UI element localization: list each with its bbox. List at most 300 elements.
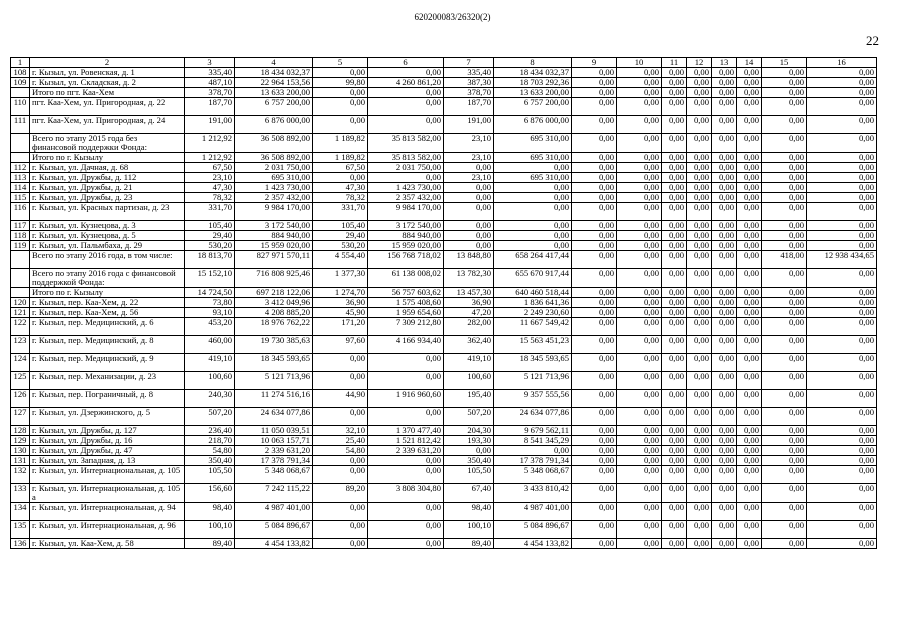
value-cell: 0,00 bbox=[662, 539, 687, 549]
amount-cell: 3 412 049,96 bbox=[235, 298, 313, 308]
amount-cell: 0,00 bbox=[494, 163, 572, 173]
value-cell: 0,00 bbox=[617, 241, 662, 251]
value-cell: 0,00 bbox=[712, 203, 737, 221]
value-cell: 0,00 bbox=[807, 484, 877, 503]
value-cell: 0,00 bbox=[762, 466, 807, 484]
value-cell: 0,00 bbox=[687, 308, 712, 318]
value-cell: 0,00 bbox=[687, 241, 712, 251]
value-cell: 0,00 bbox=[444, 446, 494, 456]
amount-cell: 8 541 345,29 bbox=[494, 436, 572, 446]
value-cell: 0,00 bbox=[712, 163, 737, 173]
value-cell: 67,50 bbox=[313, 163, 368, 173]
value-cell: 350,40 bbox=[444, 456, 494, 466]
amount-cell: 4 987 401,00 bbox=[235, 503, 313, 521]
row-number-cell: 110 bbox=[11, 98, 30, 116]
value-cell: 0,00 bbox=[712, 193, 737, 203]
value-cell: 0,00 bbox=[712, 173, 737, 183]
value-cell: 0,00 bbox=[617, 336, 662, 354]
value-cell: 0,00 bbox=[737, 456, 762, 466]
amount-cell: 695 310,00 bbox=[494, 153, 572, 163]
amount-cell: 9 984 170,00 bbox=[235, 203, 313, 221]
row-number-cell: 120 bbox=[11, 298, 30, 308]
value-cell: 0,00 bbox=[572, 372, 617, 390]
value-cell: 0,00 bbox=[662, 521, 687, 539]
row-number-cell bbox=[11, 134, 30, 153]
value-cell: 0,00 bbox=[617, 408, 662, 426]
value-cell: 0,00 bbox=[712, 446, 737, 456]
address-cell: г. Кызыл, ул. Дружбы, д. 16 bbox=[30, 436, 185, 446]
amount-cell: 2 339 631,20 bbox=[235, 446, 313, 456]
value-cell: 0,00 bbox=[712, 221, 737, 231]
value-cell: 0,00 bbox=[662, 193, 687, 203]
table-row bbox=[11, 539, 877, 549]
value-cell: 0,00 bbox=[572, 539, 617, 549]
value-cell: 0,00 bbox=[762, 436, 807, 446]
table-row bbox=[11, 308, 877, 318]
address-cell: г. Кызыл, пер. Медицинский, д. 6 bbox=[30, 318, 185, 336]
value-cell: 187,70 bbox=[185, 98, 235, 116]
value-cell: 0,00 bbox=[687, 251, 712, 269]
value-cell: 0,00 bbox=[762, 539, 807, 549]
value-cell: 14 724,50 bbox=[185, 288, 235, 298]
value-cell: 156,60 bbox=[185, 484, 235, 503]
row-number-cell: 133 bbox=[11, 484, 30, 503]
amount-cell: 15 959 020,00 bbox=[368, 241, 444, 251]
value-cell: 0,00 bbox=[313, 503, 368, 521]
address-cell: г. Кызыл, ул. Интернациональная, д. 105 bbox=[30, 466, 185, 484]
amount-cell: 15 563 451,23 bbox=[494, 336, 572, 354]
value-cell: 0,00 bbox=[807, 318, 877, 336]
value-cell: 0,00 bbox=[737, 336, 762, 354]
value-cell: 0,00 bbox=[712, 436, 737, 446]
value-cell: 0,00 bbox=[617, 116, 662, 134]
value-cell: 507,20 bbox=[444, 408, 494, 426]
value-cell: 23,10 bbox=[185, 173, 235, 183]
amount-cell: 695 310,00 bbox=[494, 173, 572, 183]
row-number-cell: 115 bbox=[11, 193, 30, 203]
value-cell: 0,00 bbox=[687, 539, 712, 549]
address-cell: г. Кызыл, ул. Дружбы, д. 127 bbox=[30, 426, 185, 436]
amount-cell: 0,00 bbox=[494, 183, 572, 193]
value-cell: 25,40 bbox=[313, 436, 368, 446]
value-cell: 0,00 bbox=[662, 153, 687, 163]
value-cell: 0,00 bbox=[712, 456, 737, 466]
value-cell: 0,00 bbox=[737, 466, 762, 484]
value-cell: 0,00 bbox=[572, 336, 617, 354]
row-number-cell: 125 bbox=[11, 372, 30, 390]
value-cell: 0,00 bbox=[712, 426, 737, 436]
value-cell: 0,00 bbox=[807, 203, 877, 221]
value-cell: 0,00 bbox=[617, 539, 662, 549]
amount-cell: 0,00 bbox=[368, 116, 444, 134]
amount-cell: 9 357 555,56 bbox=[494, 390, 572, 408]
value-cell: 0,00 bbox=[662, 88, 687, 98]
value-cell: 0,00 bbox=[712, 88, 737, 98]
amount-cell: 1 836 641,36 bbox=[494, 298, 572, 308]
value-cell: 0,00 bbox=[712, 241, 737, 251]
value-cell: 0,00 bbox=[662, 68, 687, 78]
value-cell: 0,00 bbox=[807, 372, 877, 390]
amount-cell: 4 987 401,00 bbox=[494, 503, 572, 521]
address-cell: г. Кызыл, ул. Интернациональная, д. 105 а bbox=[30, 484, 185, 503]
row-number-cell: 111 bbox=[11, 116, 30, 134]
amount-cell: 0,00 bbox=[368, 68, 444, 78]
amount-cell: 827 971 570,11 bbox=[235, 251, 313, 269]
table-row bbox=[11, 456, 877, 466]
value-cell: 0,00 bbox=[712, 354, 737, 372]
value-cell: 47,30 bbox=[313, 183, 368, 193]
value-cell: 0,00 bbox=[313, 539, 368, 549]
table-row bbox=[11, 521, 877, 539]
value-cell: 0,00 bbox=[737, 354, 762, 372]
row-number-cell bbox=[11, 269, 30, 288]
value-cell: 1 377,30 bbox=[313, 269, 368, 288]
value-cell: 105,40 bbox=[313, 221, 368, 231]
amount-cell: 3 433 810,42 bbox=[494, 484, 572, 503]
value-cell: 15 152,10 bbox=[185, 269, 235, 288]
column-number-cell: 1 bbox=[11, 58, 30, 68]
amount-cell: 24 634 077,86 bbox=[494, 408, 572, 426]
value-cell: 0,00 bbox=[444, 183, 494, 193]
row-number-cell bbox=[11, 288, 30, 298]
value-cell: 0,00 bbox=[712, 68, 737, 78]
value-cell: 0,00 bbox=[617, 68, 662, 78]
amount-cell: 2 357 432,00 bbox=[235, 193, 313, 203]
address-cell: г. Кызыл, ул. Дружбы, д. 47 bbox=[30, 446, 185, 456]
value-cell: 0,00 bbox=[617, 521, 662, 539]
value-cell: 335,40 bbox=[444, 68, 494, 78]
value-cell: 0,00 bbox=[712, 390, 737, 408]
value-cell: 0,00 bbox=[737, 78, 762, 88]
amount-cell: 0,00 bbox=[494, 221, 572, 231]
value-cell: 0,00 bbox=[572, 183, 617, 193]
value-cell: 0,00 bbox=[687, 288, 712, 298]
value-cell: 0,00 bbox=[737, 193, 762, 203]
value-cell: 0,00 bbox=[687, 318, 712, 336]
amount-cell: 18 434 032,37 bbox=[235, 68, 313, 78]
amount-cell: 17 378 791,34 bbox=[235, 456, 313, 466]
value-cell: 195,40 bbox=[444, 390, 494, 408]
value-cell: 0,00 bbox=[617, 269, 662, 288]
value-cell: 0,00 bbox=[807, 426, 877, 436]
amount-cell: 9 984 170,00 bbox=[368, 203, 444, 221]
value-cell: 0,00 bbox=[662, 183, 687, 193]
value-cell: 0,00 bbox=[572, 446, 617, 456]
value-cell: 0,00 bbox=[572, 153, 617, 163]
value-cell: 0,00 bbox=[712, 318, 737, 336]
value-cell: 0,00 bbox=[572, 426, 617, 436]
value-cell: 99,80 bbox=[313, 78, 368, 88]
address-cell: г. Кызыл, ул. Дружбы, д. 23 bbox=[30, 193, 185, 203]
address-cell: г. Кызыл, пер. Каа-Хем, д. 56 bbox=[30, 308, 185, 318]
value-cell: 0,00 bbox=[617, 446, 662, 456]
value-cell: 45,90 bbox=[313, 308, 368, 318]
amount-cell: 2 031 750,00 bbox=[368, 163, 444, 173]
column-number-cell: 11 bbox=[662, 58, 687, 68]
value-cell: 0,00 bbox=[687, 372, 712, 390]
value-cell: 362,40 bbox=[444, 336, 494, 354]
value-cell: 0,00 bbox=[444, 231, 494, 241]
value-cell: 78,32 bbox=[185, 193, 235, 203]
amount-cell: 9 679 562,11 bbox=[494, 426, 572, 436]
value-cell: 1 274,70 bbox=[313, 288, 368, 298]
amount-cell: 3 808 304,80 bbox=[368, 484, 444, 503]
value-cell: 0,00 bbox=[762, 426, 807, 436]
value-cell: 0,00 bbox=[687, 173, 712, 183]
value-cell: 29,40 bbox=[185, 231, 235, 241]
value-cell: 0,00 bbox=[313, 68, 368, 78]
value-cell: 0,00 bbox=[572, 521, 617, 539]
value-cell: 0,00 bbox=[662, 484, 687, 503]
value-cell: 0,00 bbox=[572, 231, 617, 241]
row-number-cell: 134 bbox=[11, 503, 30, 521]
value-cell: 0,00 bbox=[662, 372, 687, 390]
row-number-cell bbox=[11, 153, 30, 163]
value-cell: 0,00 bbox=[762, 173, 807, 183]
value-cell: 0,00 bbox=[737, 446, 762, 456]
column-number-cell: 14 bbox=[737, 58, 762, 68]
value-cell: 0,00 bbox=[572, 408, 617, 426]
value-cell: 0,00 bbox=[662, 298, 687, 308]
value-cell: 0,00 bbox=[712, 269, 737, 288]
value-cell: 187,70 bbox=[444, 98, 494, 116]
address-cell: г. Кызыл, пер. Медицинский, д. 8 bbox=[30, 336, 185, 354]
value-cell: 0,00 bbox=[807, 231, 877, 241]
value-cell: 0,00 bbox=[572, 466, 617, 484]
value-cell: 1 212,92 bbox=[185, 134, 235, 153]
value-cell: 0,00 bbox=[737, 308, 762, 318]
value-cell: 0,00 bbox=[662, 231, 687, 241]
amount-cell: 695 310,00 bbox=[235, 173, 313, 183]
value-cell: 0,00 bbox=[712, 298, 737, 308]
value-cell: 98,40 bbox=[444, 503, 494, 521]
value-cell: 0,00 bbox=[617, 298, 662, 308]
value-cell: 0,00 bbox=[572, 193, 617, 203]
value-cell: 0,00 bbox=[807, 221, 877, 231]
amount-cell: 15 959 020,00 bbox=[235, 241, 313, 251]
value-cell: 0,00 bbox=[313, 521, 368, 539]
amount-cell: 4 454 133,82 bbox=[494, 539, 572, 549]
value-cell: 0,00 bbox=[737, 408, 762, 426]
value-cell: 89,20 bbox=[313, 484, 368, 503]
amount-cell: 0,00 bbox=[368, 372, 444, 390]
value-cell: 282,00 bbox=[444, 318, 494, 336]
amount-cell: 5 348 068,67 bbox=[235, 466, 313, 484]
value-cell: 0,00 bbox=[762, 203, 807, 221]
value-cell: 0,00 bbox=[762, 308, 807, 318]
value-cell: 0,00 bbox=[712, 336, 737, 354]
value-cell: 0,00 bbox=[737, 390, 762, 408]
value-cell: 0,00 bbox=[662, 308, 687, 318]
value-cell: 0,00 bbox=[662, 288, 687, 298]
value-cell: 0,00 bbox=[617, 173, 662, 183]
value-cell: 193,30 bbox=[444, 436, 494, 446]
value-cell: 44,90 bbox=[313, 390, 368, 408]
value-cell: 0,00 bbox=[712, 153, 737, 163]
value-cell: 0,00 bbox=[572, 88, 617, 98]
address-cell: г. Кызыл, ул. Ровенская, д. 1 bbox=[30, 68, 185, 78]
housing-program-table bbox=[10, 57, 877, 549]
address-cell: г. Кызыл, ул. Пальмбаха, д. 29 bbox=[30, 241, 185, 251]
row-number-cell: 130 bbox=[11, 446, 30, 456]
value-cell: 12 938 434,65 bbox=[807, 251, 877, 269]
value-cell: 0,00 bbox=[762, 503, 807, 521]
row-number-cell: 122 bbox=[11, 318, 30, 336]
row-number-cell: 116 bbox=[11, 203, 30, 221]
table-row bbox=[11, 390, 877, 408]
value-cell: 0,00 bbox=[807, 456, 877, 466]
amount-cell: 6 876 000,00 bbox=[235, 116, 313, 134]
address-cell: пгт. Каа-Хем, ул. Пригородная, д. 24 bbox=[30, 116, 185, 134]
value-cell: 335,40 bbox=[185, 68, 235, 78]
address-cell: г. Кызыл, ул. Красных партизан, д. 23 bbox=[30, 203, 185, 221]
value-cell: 387,30 bbox=[444, 78, 494, 88]
amount-cell: 2 031 750,00 bbox=[235, 163, 313, 173]
value-cell: 0,00 bbox=[712, 251, 737, 269]
value-cell: 0,00 bbox=[687, 193, 712, 203]
amount-cell: 0,00 bbox=[368, 173, 444, 183]
value-cell: 0,00 bbox=[617, 134, 662, 153]
value-cell: 0,00 bbox=[687, 203, 712, 221]
value-cell: 0,00 bbox=[712, 484, 737, 503]
amount-cell: 4 260 861,20 bbox=[368, 78, 444, 88]
value-cell: 0,00 bbox=[737, 98, 762, 116]
value-cell: 0,00 bbox=[662, 78, 687, 88]
address-cell: г. Кызыл, ул. Интернациональная, д. 96 bbox=[30, 521, 185, 539]
value-cell: 0,00 bbox=[737, 251, 762, 269]
address-cell: Всего по этапу 2016 года с финансовой поддержкой Фонда: bbox=[30, 269, 185, 288]
value-cell: 378,70 bbox=[444, 88, 494, 98]
value-cell: 0,00 bbox=[737, 436, 762, 446]
value-cell: 0,00 bbox=[807, 68, 877, 78]
amount-cell: 0,00 bbox=[368, 539, 444, 549]
value-cell: 0,00 bbox=[572, 318, 617, 336]
column-number-cell: 8 bbox=[494, 58, 572, 68]
value-cell: 0,00 bbox=[687, 78, 712, 88]
value-cell: 0,00 bbox=[807, 153, 877, 163]
column-number-cell: 15 bbox=[762, 58, 807, 68]
value-cell: 460,00 bbox=[185, 336, 235, 354]
table-row bbox=[11, 484, 877, 503]
table-row bbox=[11, 466, 877, 484]
value-cell: 0,00 bbox=[662, 221, 687, 231]
value-cell: 0,00 bbox=[762, 446, 807, 456]
value-cell: 0,00 bbox=[807, 241, 877, 251]
value-cell: 0,00 bbox=[687, 134, 712, 153]
value-cell: 23,10 bbox=[444, 134, 494, 153]
value-cell: 350,40 bbox=[185, 456, 235, 466]
page-number: 22 bbox=[866, 33, 879, 48]
row-number-cell: 132 bbox=[11, 466, 30, 484]
value-cell: 0,00 bbox=[662, 98, 687, 116]
value-cell: 487,10 bbox=[185, 78, 235, 88]
value-cell: 0,00 bbox=[687, 336, 712, 354]
column-number-cell: 6 bbox=[368, 58, 444, 68]
value-cell: 0,00 bbox=[662, 426, 687, 436]
value-cell: 0,00 bbox=[662, 390, 687, 408]
amount-cell: 4 208 885,20 bbox=[235, 308, 313, 318]
value-cell: 0,00 bbox=[712, 183, 737, 193]
value-cell: 0,00 bbox=[807, 446, 877, 456]
value-cell: 0,00 bbox=[807, 183, 877, 193]
value-cell: 0,00 bbox=[313, 173, 368, 183]
value-cell: 13 848,80 bbox=[444, 251, 494, 269]
amount-cell: 2 357 432,00 bbox=[368, 193, 444, 203]
table-row bbox=[11, 354, 877, 372]
value-cell: 0,00 bbox=[662, 408, 687, 426]
value-cell: 0,00 bbox=[737, 241, 762, 251]
value-cell: 0,00 bbox=[662, 173, 687, 183]
column-number-cell: 10 bbox=[617, 58, 662, 68]
value-cell: 0,00 bbox=[662, 203, 687, 221]
amount-cell: 18 345 593,65 bbox=[494, 354, 572, 372]
document-code: 620200083/26320(2) bbox=[414, 12, 491, 22]
row-number-cell: 136 bbox=[11, 539, 30, 549]
value-cell: 105,50 bbox=[444, 466, 494, 484]
address-cell: г. Кызыл, пер. Пограничный, д. 8 bbox=[30, 390, 185, 408]
amount-cell: 3 172 540,00 bbox=[368, 221, 444, 231]
value-cell: 100,60 bbox=[185, 372, 235, 390]
column-number-cell: 3 bbox=[185, 58, 235, 68]
amount-cell: 2 249 230,60 bbox=[494, 308, 572, 318]
amount-cell: 0,00 bbox=[368, 408, 444, 426]
amount-cell: 5 348 068,67 bbox=[494, 466, 572, 484]
value-cell: 0,00 bbox=[444, 241, 494, 251]
value-cell: 0,00 bbox=[662, 134, 687, 153]
table-header bbox=[11, 58, 877, 68]
table-row bbox=[11, 163, 877, 173]
value-cell: 0,00 bbox=[712, 98, 737, 116]
value-cell: 0,00 bbox=[617, 466, 662, 484]
value-cell: 0,00 bbox=[572, 484, 617, 503]
value-cell: 0,00 bbox=[687, 354, 712, 372]
amount-cell: 640 460 518,44 bbox=[494, 288, 572, 298]
amount-cell: 3 172 540,00 bbox=[235, 221, 313, 231]
amount-cell: 11 050 039,51 bbox=[235, 426, 313, 436]
amount-cell: 6 757 200,00 bbox=[494, 98, 572, 116]
table-row bbox=[11, 241, 877, 251]
value-cell: 0,00 bbox=[737, 426, 762, 436]
amount-cell: 695 310,00 bbox=[494, 134, 572, 153]
value-cell: 0,00 bbox=[617, 251, 662, 269]
value-cell: 0,00 bbox=[572, 390, 617, 408]
value-cell: 0,00 bbox=[762, 408, 807, 426]
value-cell: 0,00 bbox=[762, 484, 807, 503]
value-cell: 0,00 bbox=[687, 221, 712, 231]
value-cell: 0,00 bbox=[617, 221, 662, 231]
value-cell: 89,40 bbox=[444, 539, 494, 549]
value-cell: 0,00 bbox=[617, 288, 662, 298]
column-number-cell: 5 bbox=[313, 58, 368, 68]
value-cell: 0,00 bbox=[572, 436, 617, 446]
amount-cell: 11 667 549,42 bbox=[494, 318, 572, 336]
value-cell: 0,00 bbox=[762, 456, 807, 466]
table-row bbox=[11, 298, 877, 308]
amount-cell: 18 976 762,22 bbox=[235, 318, 313, 336]
value-cell: 0,00 bbox=[737, 298, 762, 308]
value-cell: 0,00 bbox=[737, 203, 762, 221]
value-cell: 0,00 bbox=[737, 173, 762, 183]
value-cell: 0,00 bbox=[807, 354, 877, 372]
amount-cell: 0,00 bbox=[494, 241, 572, 251]
value-cell: 0,00 bbox=[662, 163, 687, 173]
amount-cell: 24 634 077,86 bbox=[235, 408, 313, 426]
value-cell: 0,00 bbox=[572, 251, 617, 269]
row-number-cell: 124 bbox=[11, 354, 30, 372]
value-cell: 0,00 bbox=[762, 98, 807, 116]
table-row bbox=[11, 203, 877, 221]
column-number-cell: 4 bbox=[235, 58, 313, 68]
